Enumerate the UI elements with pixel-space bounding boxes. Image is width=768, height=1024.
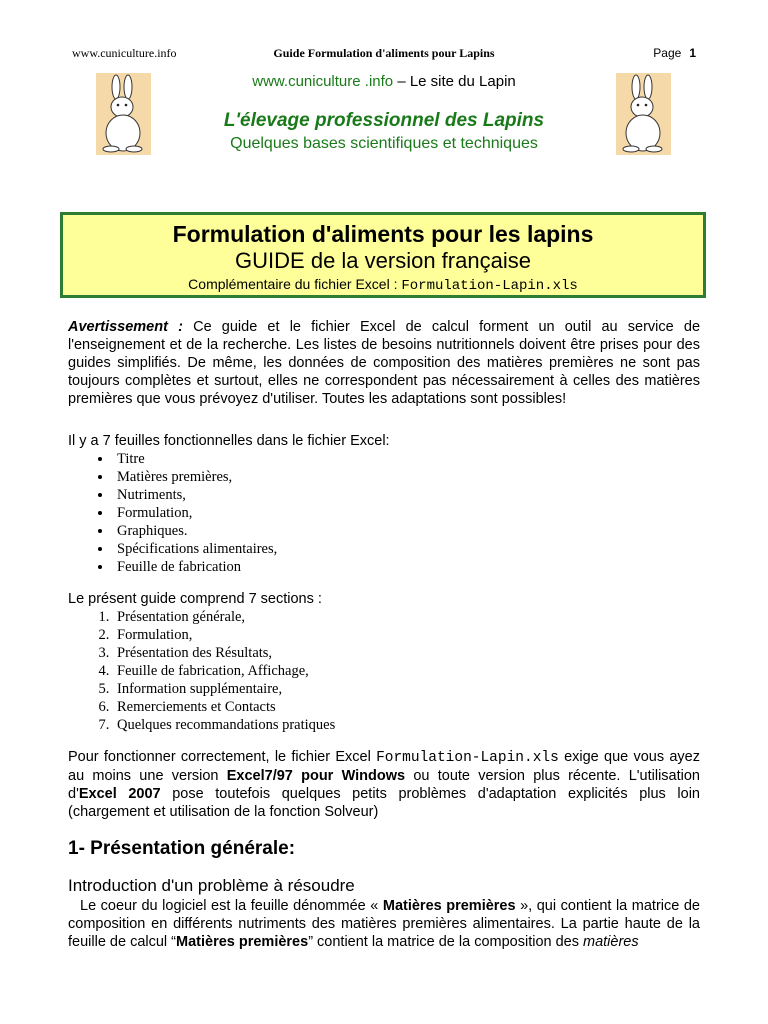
document-note xyxy=(63,274,703,296)
list-item: 4. Feuille de fabrication, Affichage, xyxy=(113,662,700,680)
s1-sheet-name-2: Matières premières xyxy=(176,934,309,950)
s1-text-2: », qui contient la matrice de composition en différents nutriments des matières premières alimentaires. La partie haute de la feuille de calcul “ xyxy=(68,898,700,950)
tagline: L'élevage professionnel des Lapins xyxy=(223,110,545,131)
list-item: • Formulation, xyxy=(113,504,700,522)
site-line xyxy=(0,73,768,90)
subsection-heading: Introduction d'un problème à résoudre xyxy=(68,876,355,895)
sheets-intro: Il y a 7 feuilles fonctionnelles dans le fichier Excel: xyxy=(68,433,390,449)
list-item: 1. Présentation générale, xyxy=(113,608,700,626)
sections-list xyxy=(68,608,700,734)
s1-sheet-name: Matières premières xyxy=(382,898,516,914)
list-item: • Titre xyxy=(113,450,700,468)
req-excel2007: Excel 2007 xyxy=(78,786,161,802)
note-file: Formulation-Lapin.xls xyxy=(401,278,578,294)
s1-text-1: Le coeur du logiciel est la feuille dénommée « xyxy=(80,898,383,914)
req-text-4: pose toutefois quelques petits problèmes d'adaptation explicités plus loin (chargement et utilisation de la fonction Solveur) xyxy=(68,786,700,820)
list-item: 5. Information supplémentaire, xyxy=(113,680,700,698)
s1-text-3: ” contient la matrice de la composition des xyxy=(308,934,584,950)
site-url: www.cuniculture .info xyxy=(252,73,394,90)
req-text-2: exige que vous ayez au moins une version xyxy=(68,749,700,784)
list-item: • Spécifications alimentaires, xyxy=(113,540,700,558)
document-title: Formulation d'aliments pour les lapins xyxy=(172,221,594,247)
list-item: 2. Formulation, xyxy=(113,626,700,644)
warning-paragraph xyxy=(68,318,700,408)
site-suffix: – Le site du Lapin xyxy=(397,73,516,90)
list-item: • Feuille de fabrication xyxy=(113,558,700,576)
header-doc-title: Guide Formulation d'aliments pour Lapins xyxy=(273,46,495,60)
subtagline: Quelques bases scientifiques et techniques xyxy=(230,135,538,152)
warning-label: Avertissement : xyxy=(68,319,183,335)
title-box xyxy=(60,212,706,298)
list-item: • Nutriments, xyxy=(113,486,700,504)
header-page xyxy=(653,46,696,60)
warning-text: Ce guide et le fichier Excel de calcul forment un outil au service de l'enseignement et de la recherche. Les listes de besoins nutritionnels doivent être prises pour des guides simplifiés. De même, les données de composition des matières premières ne sont pas toujours complètes et surtout, elles ne correspondent pas nécessairement à celles des matières premières que vous prévoyez d'utiliser. Toutes les adaptations sont possibles! xyxy=(68,319,701,407)
list-item: 7. Quelques recommandations pratiques xyxy=(113,716,700,734)
page-number: 1 xyxy=(689,46,696,60)
main-content xyxy=(68,318,700,951)
s1-italic-end: matières xyxy=(583,934,639,950)
list-item: • Graphiques. xyxy=(113,522,700,540)
sheets-list xyxy=(68,450,700,576)
req-text-1: Pour fonctionner correctement, le fichier Excel xyxy=(68,749,377,765)
requirements-paragraph xyxy=(68,748,700,821)
note-prefix: Complémentaire du fichier Excel : xyxy=(188,276,402,292)
req-version: Excel7/97 pour Windows xyxy=(226,768,406,784)
page-label: Page xyxy=(653,46,682,60)
req-file: Formulation-Lapin.xls xyxy=(376,750,559,766)
req-text-3: ou toute version plus récente. L'utilisation d' xyxy=(68,768,700,802)
section1-paragraph xyxy=(68,897,700,951)
sections-intro: Le présent guide comprend 7 sections : xyxy=(68,591,322,607)
header-site: www.cuniculture.info xyxy=(72,46,177,60)
document-subtitle: GUIDE de la version française xyxy=(235,248,531,273)
list-item: 6. Remerciements et Contacts xyxy=(113,698,700,716)
section-heading: 1- Présentation générale: xyxy=(68,838,296,859)
list-item: 3. Présentation des Résultats, xyxy=(113,644,700,662)
list-item: • Matières premières, xyxy=(113,468,700,486)
